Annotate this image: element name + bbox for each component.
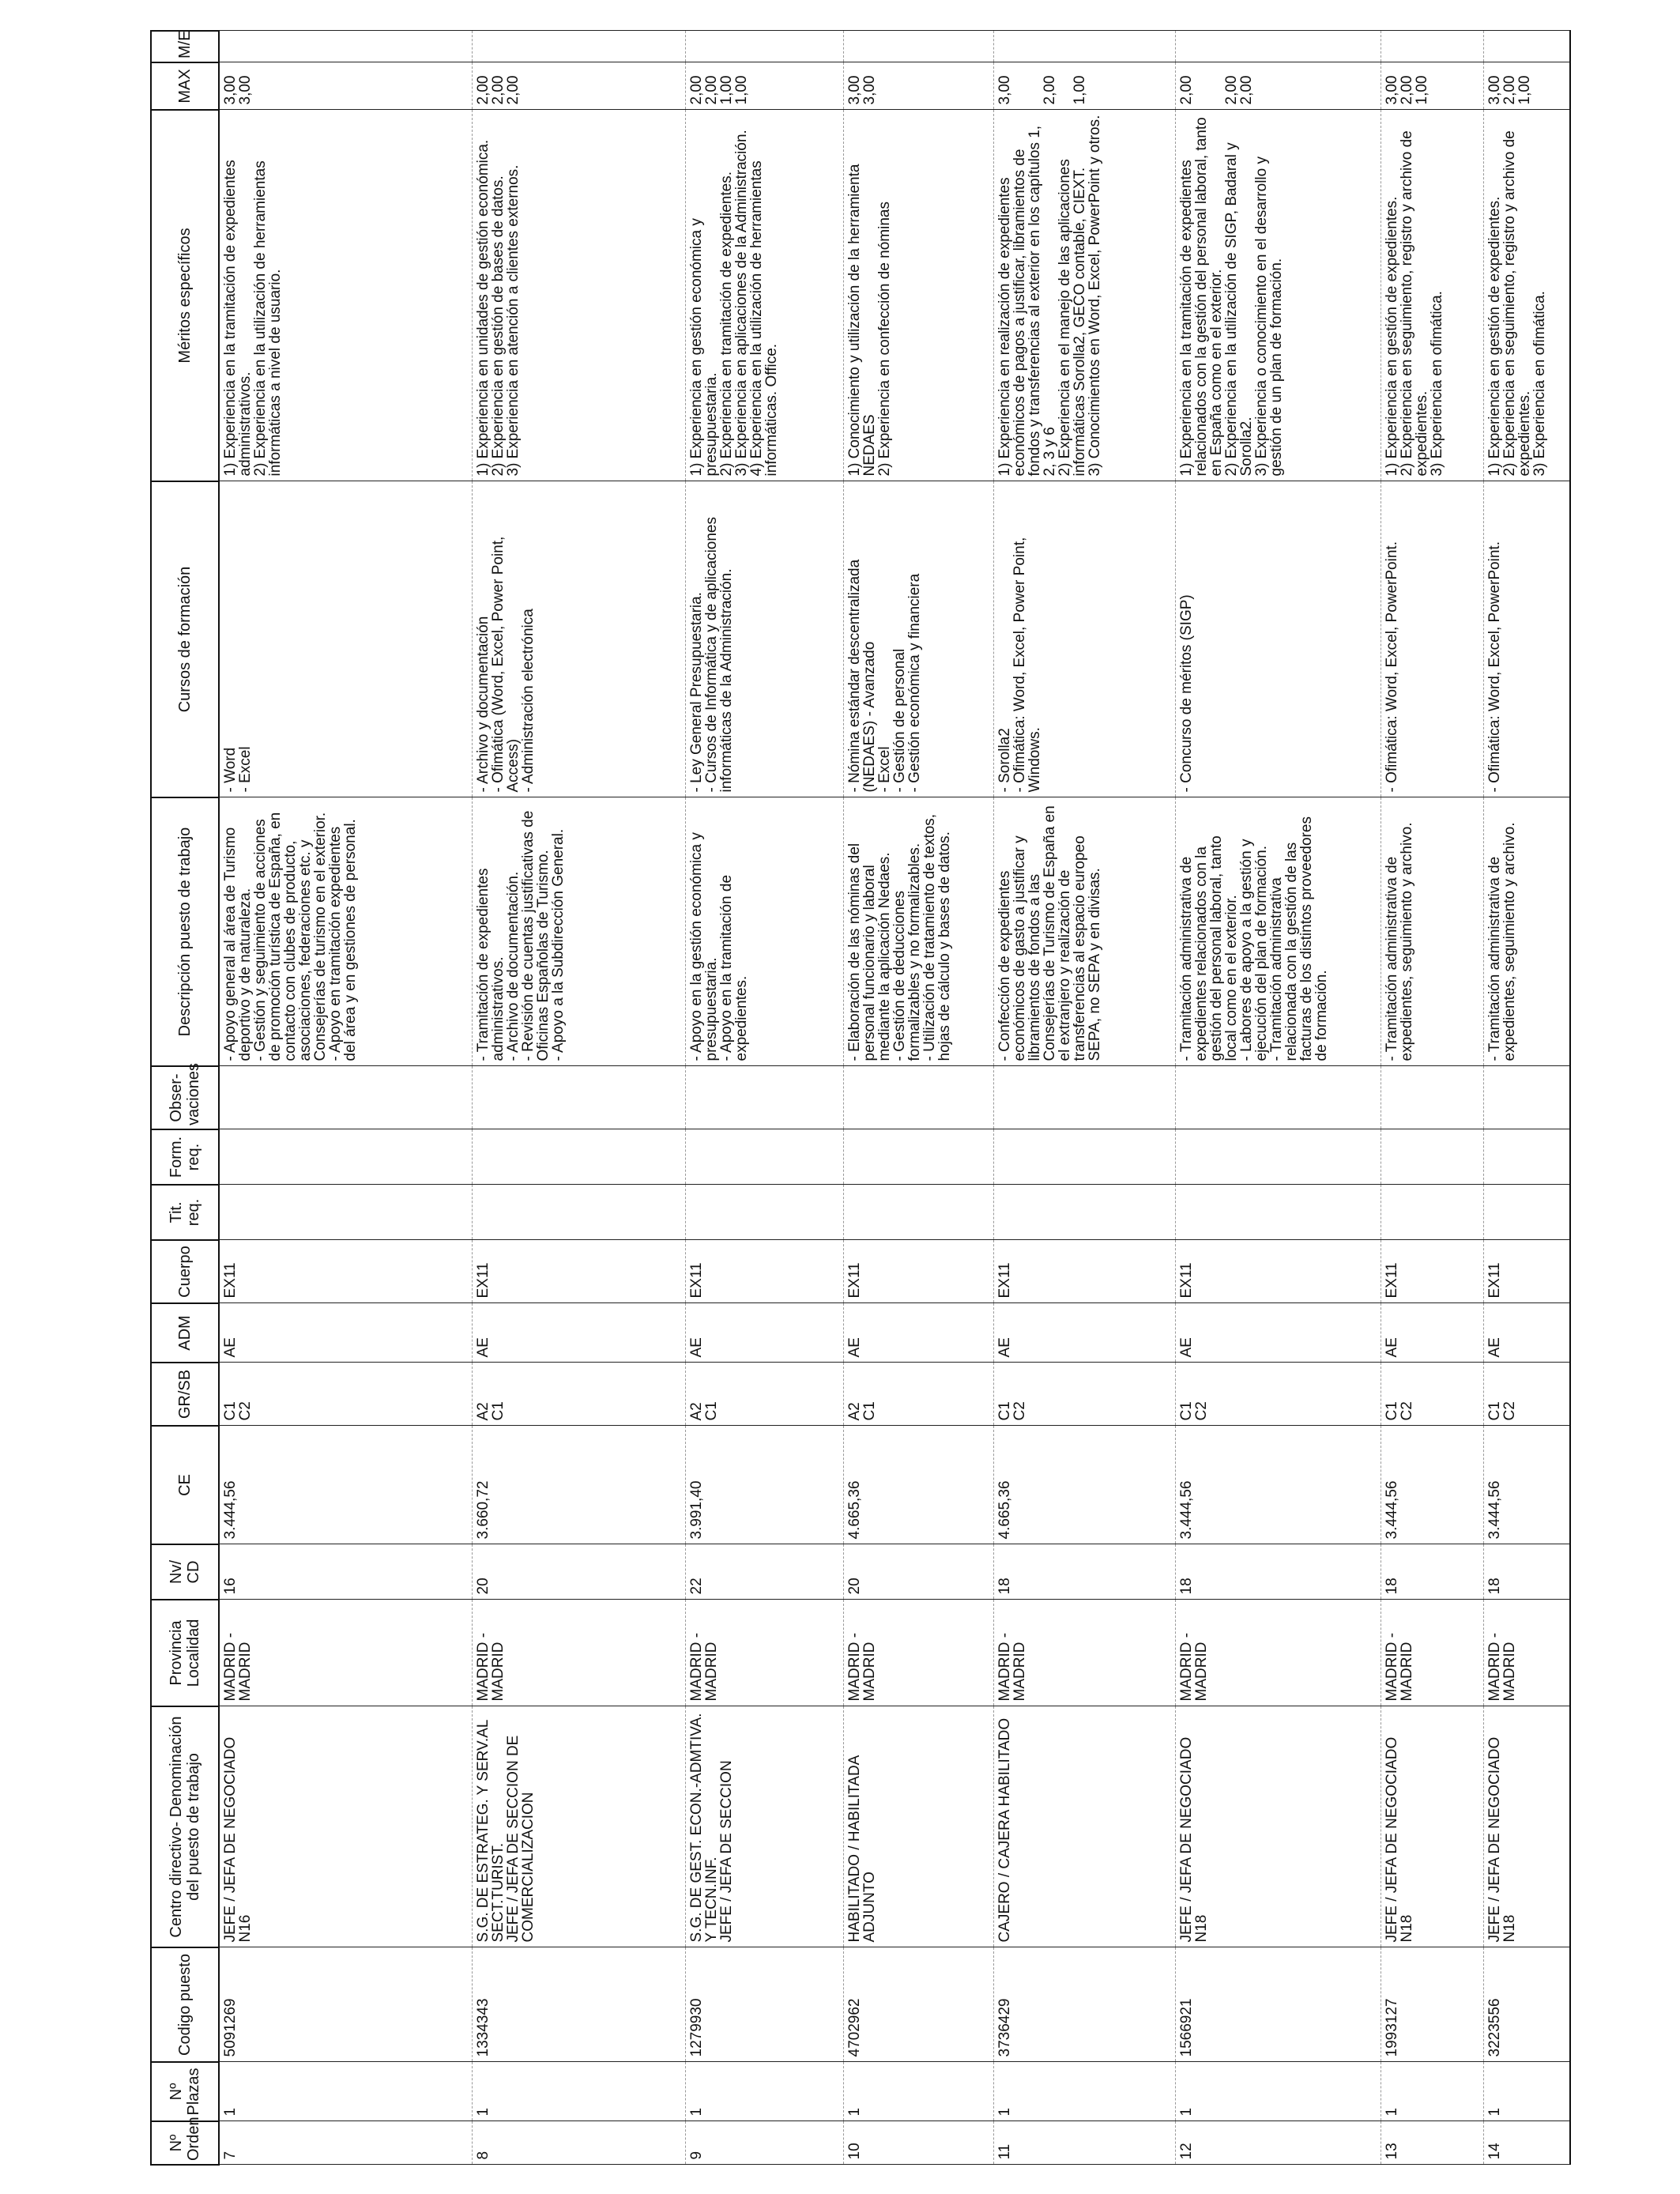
- cell-provincia: MADRID - MADRID: [993, 1600, 1175, 1706]
- cell-titulacion: [1175, 1185, 1381, 1240]
- header-nivel: Nv/ CD: [151, 1544, 219, 1600]
- cell-ce: 3.444,56: [1483, 1426, 1570, 1544]
- cell-cuerpo: EX11: [993, 1240, 1175, 1303]
- cell-grupo: C1 C2: [1483, 1363, 1570, 1426]
- header-centro: Centro directivo- Denominación del puesto de trabajo: [151, 1706, 219, 1947]
- cell-cuerpo: EX11: [1483, 1240, 1570, 1303]
- cell-ce: 3.444,56: [219, 1426, 472, 1544]
- denominacion-label: JEFE / JEFA DE SECCION: [718, 1760, 735, 1943]
- header-meritos: Méritos específicos: [151, 110, 219, 481]
- cell-ce: 4.665,36: [843, 1426, 993, 1544]
- table-row: [472, 31, 685, 2165]
- cell-orden: 10: [843, 2121, 993, 2165]
- cell-formacion: [472, 1129, 685, 1185]
- cell-observaciones: [219, 1066, 472, 1129]
- cell-nivel: 18: [1381, 1544, 1483, 1600]
- cell-codigo: 3223556: [1483, 1947, 1570, 2062]
- cell-adm: AE: [219, 1303, 472, 1363]
- cell-meritos: 1) Experiencia en gestión económica y presupuestaria. 2) Experiencia en tramitación de expedientes. 3) Experiencia en aplicaciones de la Administración. 4) Experiencia en la utilización de herramientas informáticas. Office.: [685, 110, 843, 481]
- cell-plazas: 1: [993, 2062, 1175, 2121]
- cell-nivel: 20: [472, 1544, 685, 1600]
- cell-max: 2,00 2,00 2,00: [472, 62, 685, 110]
- cell-meritos: 1) Experiencia en realización de expedientes económicos de pagos a justificar, libramientos de fondos y transferencias al exterior en los capítulos 1, 2, 3 y 6 2) Experiencia en el manejo de las aplicaciones informáticas Sorolla2, GECO contable, CIEXT. 3) Conocimientos en Word, Excel, PowerPoint y otros.: [993, 110, 1175, 481]
- header-grupo: GR/SB: [151, 1363, 219, 1426]
- header-cuerpo: Cuerpo: [151, 1240, 219, 1303]
- cell-titulacion: [843, 1185, 993, 1240]
- cell-observaciones: [472, 1066, 685, 1129]
- cell-observaciones: [843, 1066, 993, 1129]
- cell-adm: AE: [1381, 1303, 1483, 1363]
- cell-centro: CAJERO / CAJERA HABILITADO: [993, 1706, 1175, 1947]
- table-row: [1175, 31, 1381, 2165]
- cell-grupo: A2 C1: [843, 1363, 993, 1426]
- cell-adm: AE: [993, 1303, 1175, 1363]
- cell-max: 3,00 3,00: [843, 62, 993, 110]
- cell-cursos: - Sorolla2 - Ofimática: Word, Excel, Power Point, Windows.: [993, 481, 1175, 797]
- header-titulacion: Tit. req.: [151, 1185, 219, 1240]
- cell-ce: 3.991,40: [685, 1426, 843, 1544]
- cell-adm: AE: [1175, 1303, 1381, 1363]
- cell-adm: AE: [843, 1303, 993, 1363]
- cell-titulacion: [472, 1185, 685, 1240]
- table-row: [993, 31, 1175, 2165]
- cell-max: 3,00 3,00: [219, 62, 472, 110]
- header-ce: CE: [151, 1426, 219, 1544]
- cell-me: [1483, 31, 1570, 62]
- centro-directivo-label: S.G. DE ESTRATEG. Y SERV.AL SECT.TURIST.: [474, 1720, 507, 1943]
- cell-plazas: 1: [685, 2062, 843, 2121]
- cell-orden: 9: [685, 2121, 843, 2165]
- cell-adm: AE: [472, 1303, 685, 1363]
- cell-provincia: MADRID - MADRID: [1175, 1600, 1381, 1706]
- cell-max: 2,00 2,00 1,00 1,00: [685, 62, 843, 110]
- cell-plazas: 1: [472, 2062, 685, 2121]
- cell-grupo: C1 C2: [219, 1363, 472, 1426]
- cell-max: 3,00 2,00 1,00: [1483, 62, 1570, 110]
- cell-centro: JEFE / JEFA DE NEGOCIADO N18: [1483, 1706, 1570, 1947]
- header-row: [151, 31, 219, 2165]
- header-codigo: Codigo puesto: [151, 1947, 219, 2062]
- denominacion-label: JEFE / JEFA DE SECCION DE COMERCIALIZACION: [504, 1735, 537, 1943]
- cell-formacion: [1483, 1129, 1570, 1185]
- table-row: [1381, 31, 1483, 2165]
- cell-formacion: [1381, 1129, 1483, 1185]
- cell-cursos: - Word - Excel: [219, 481, 472, 797]
- cell-me: [685, 31, 843, 62]
- header-me: M/E: [151, 31, 219, 62]
- cell-centro: JEFE / JEFA DE NEGOCIADO N16: [219, 1706, 472, 1947]
- centro-directivo-label: S.G. DE GEST. ECON.-ADMTIVA. Y TECN.INF.: [687, 1713, 720, 1943]
- cell-grupo: A2 C1: [472, 1363, 685, 1426]
- cell-orden: 11: [993, 2121, 1175, 2165]
- cell-orden: 13: [1381, 2121, 1483, 2165]
- cell-codigo: 1279930: [685, 1947, 843, 2062]
- cell-provincia: MADRID - MADRID: [219, 1600, 472, 1706]
- cell-orden: 14: [1483, 2121, 1570, 2165]
- cell-meritos: 1) Experiencia en la tramitación de expedientes relacionados con la gestión del personal laboral, tanto en España como en el exterior. 2) Experiencia en la utilización de SIGP, Badaral y Sorolla2. 3) Experiencia o conocimiento en el desarrollo y gestión de un plan de formación.: [1175, 110, 1381, 481]
- cell-formacion: [1175, 1129, 1381, 1185]
- cell-codigo: 1993127: [1381, 1947, 1483, 2062]
- cell-descripcion: - Confección de expedientes económicos de gasto a justificar y libramientos de fondos a las Consejerías de Turismo de España en el extranjero y realización de transferencias al espacio europeo SEPA, no SEPA y en divisas.: [993, 797, 1175, 1066]
- cell-titulacion: [1381, 1185, 1483, 1240]
- cell-descripcion: - Apoyo general al área de Turismo deportivo y de naturaleza. - Gestión y seguimiento de acciones de promoción turística de España, en contacto con clubes de producto, asociaciones, federaciones etc. y Consejerías de turismo en el exterior. - Apoyo en tramitación expedientes del área y en gestiones de personal.: [219, 797, 472, 1066]
- rotated-table-container: [150, 32, 1565, 2166]
- cell-nivel: 16: [219, 1544, 472, 1600]
- cell-cursos: - Archivo y documentación - Ofimática (Word, Excel, Power Point, Access) - Administración electrónica: [472, 481, 685, 797]
- cell-grupo: A2 C1: [685, 1363, 843, 1426]
- cell-grupo: C1 C2: [993, 1363, 1175, 1426]
- cell-plazas: 1: [219, 2062, 472, 2121]
- cell-provincia: MADRID - MADRID: [843, 1600, 993, 1706]
- cell-plazas: 1: [1381, 2062, 1483, 2121]
- cell-me: [472, 31, 685, 62]
- cell-titulacion: [993, 1185, 1175, 1240]
- cell-centro: JEFE / JEFA DE NEGOCIADO N18: [1381, 1706, 1483, 1947]
- cell-codigo: 5091269: [219, 1947, 472, 2062]
- header-cursos: Cursos de formación: [151, 481, 219, 797]
- cell-me: [219, 31, 472, 62]
- cell-descripcion: - Tramitación de expedientes administrativos. - Archivo de documentación. - Revisión de cuentas justificativas de Oficinas Españolas de Turismo. - Apoyo a la Subdirección General.: [472, 797, 685, 1066]
- table-row: [843, 31, 993, 2165]
- cell-titulacion: [685, 1185, 843, 1240]
- cell-cursos: - Ofimática: Word, Excel, PowerPoint.: [1381, 481, 1483, 797]
- cell-observaciones: [1175, 1066, 1381, 1129]
- cell-formacion: [685, 1129, 843, 1185]
- cell-formacion: [843, 1129, 993, 1185]
- cell-max: 3,00 2,00 1,00: [993, 62, 1175, 110]
- cell-observaciones: [685, 1066, 843, 1129]
- cell-cuerpo: EX11: [843, 1240, 993, 1303]
- cell-descripcion: - Tramitación administrativa de expedientes relacionados con la gestión del personal laboral, tanto local como en el exterior. - Labores de apoyo a la gestión y ejecución del plan de formación. - Tramitación administrativa relacionada con la gestión de las facturas de los distintos proveedores de formación.: [1175, 797, 1381, 1066]
- cell-centro: JEFE / JEFA DE NEGOCIADO N18: [1175, 1706, 1381, 1947]
- cell-max: 3,00 2,00 1,00: [1381, 62, 1483, 110]
- cell-me: [1175, 31, 1381, 62]
- cell-codigo: 1566921: [1175, 1947, 1381, 2062]
- cell-nivel: 18: [993, 1544, 1175, 1600]
- cell-cursos: - Ofimática: Word, Excel, PowerPoint.: [1483, 481, 1570, 797]
- cell-meritos: 1) Experiencia en unidades de gestión económica. 2) Experiencia en gestión de bases de datos. 3) Experiencia en atención a clientes externos.: [472, 110, 685, 481]
- cell-max: 2,00 2,00 2,00: [1175, 62, 1381, 110]
- cell-descripcion: - Apoyo en la gestión económica y presupuestaria. - Apoyo en la tramitación de expedientes.: [685, 797, 843, 1066]
- cell-codigo: 4702962: [843, 1947, 993, 2062]
- cell-me: [843, 31, 993, 62]
- cell-plazas: 1: [1175, 2062, 1381, 2121]
- cell-formacion: [219, 1129, 472, 1185]
- cell-cursos: - Concurso de méritos (SIGP): [1175, 481, 1381, 797]
- cell-me: [1381, 31, 1483, 62]
- cell-meritos: 1) Experiencia en gestión de expedientes. 2) Experiencia en seguimiento, registro y archivo de expedientes. 3) Experiencia en ofimática.: [1483, 110, 1570, 481]
- cell-adm: AE: [1483, 1303, 1570, 1363]
- header-descripcion: Descripción puesto de trabajo: [151, 797, 219, 1066]
- cell-meritos: 1) Experiencia en la tramitación de expedientes administrativos. 2) Experiencia en la utilización de herramientas informáticas a nivel de usuario.: [219, 110, 472, 481]
- cell-descripcion: - Tramitación administrativa de expedientes, seguimiento y archivo.: [1483, 797, 1570, 1066]
- cell-grupo: C1 C2: [1381, 1363, 1483, 1426]
- cell-provincia: MADRID - MADRID: [1483, 1600, 1570, 1706]
- cell-grupo: C1 C2: [1175, 1363, 1381, 1426]
- header-adm: ADM: [151, 1303, 219, 1363]
- cell-centro: HABILITADO / HABILITADA ADJUNTO: [843, 1706, 993, 1947]
- cell-codigo: 1334343: [472, 1947, 685, 2062]
- cell-cuerpo: EX11: [685, 1240, 843, 1303]
- cell-cuerpo: EX11: [1175, 1240, 1381, 1303]
- cell-descripcion: - Tramitación administrativa de expedientes, seguimiento y archivo.: [1381, 797, 1483, 1066]
- cell-ce: 3.660,72: [472, 1426, 685, 1544]
- cell-nivel: 18: [1483, 1544, 1570, 1600]
- cell-nivel: 20: [843, 1544, 993, 1600]
- cell-titulacion: [1483, 1185, 1570, 1240]
- cell-titulacion: [219, 1185, 472, 1240]
- cell-provincia: MADRID - MADRID: [685, 1600, 843, 1706]
- table-row: [1483, 31, 1570, 2165]
- cell-me: [993, 31, 1175, 62]
- header-max: MAX: [151, 62, 219, 110]
- cell-ce: 3.444,56: [1175, 1426, 1381, 1544]
- cell-ce: 4.665,36: [993, 1426, 1175, 1544]
- cell-meritos: 1) Conocimiento y utilización de la herramienta NEDAES 2) Experiencia en confección de nóminas: [843, 110, 993, 481]
- header-observaciones: Obser- vaciones: [151, 1066, 219, 1129]
- cell-adm: AE: [685, 1303, 843, 1363]
- cell-centro: [685, 1706, 843, 1947]
- cell-orden: 12: [1175, 2121, 1381, 2165]
- cell-centro: [472, 1706, 685, 1947]
- cell-observaciones: [1483, 1066, 1570, 1129]
- cell-orden: 7: [219, 2121, 472, 2165]
- header-orden: Nº Orden: [151, 2121, 219, 2165]
- cell-cuerpo: EX11: [472, 1240, 685, 1303]
- cell-meritos: 1) Experiencia en gestión de expedientes. 2) Experiencia en seguimiento, registro y archivo de expedientes. 3) Experiencia en ofimática.: [1381, 110, 1483, 481]
- header-formacion: Form. req.: [151, 1129, 219, 1185]
- cell-plazas: 1: [1483, 2062, 1570, 2121]
- cell-provincia: MADRID - MADRID: [1381, 1600, 1483, 1706]
- table-body: [219, 31, 1570, 2165]
- cell-nivel: 18: [1175, 1544, 1381, 1600]
- cell-ce: 3.444,56: [1381, 1426, 1483, 1544]
- cell-orden: 8: [472, 2121, 685, 2165]
- cell-cuerpo: EX11: [1381, 1240, 1483, 1303]
- cell-cursos: - Nómina estándar descentralizada (NEDAES) - Avanzado - Excel - Gestión de personal - Gestión económica y financiera: [843, 481, 993, 797]
- cell-cuerpo: EX11: [219, 1240, 472, 1303]
- header-provincia: Provincia Localidad: [151, 1600, 219, 1706]
- header-plazas: Nº Plazas: [151, 2062, 219, 2121]
- cell-provincia: MADRID - MADRID: [472, 1600, 685, 1706]
- cell-nivel: 22: [685, 1544, 843, 1600]
- cell-descripcion: - Elaboración de las nóminas del personal funcionario y laboral mediante la aplicación Nedaes. - Gestión de deducciones formalizables y no formalizables. - Utilización de tratamiento de textos, hojas de cálculo y bases de datos.: [843, 797, 993, 1066]
- cell-observaciones: [1381, 1066, 1483, 1129]
- cell-cursos: - Ley General Presupuestaria. - Cursos de Informática y de aplicaciones informáticas de la Administración.: [685, 481, 843, 797]
- table-row: [685, 31, 843, 2165]
- cell-observaciones: [993, 1066, 1175, 1129]
- cell-codigo: 3736429: [993, 1947, 1175, 2062]
- table-row: [219, 31, 472, 2165]
- cell-plazas: 1: [843, 2062, 993, 2121]
- positions-table: [150, 30, 1571, 2166]
- cell-formacion: [993, 1129, 1175, 1185]
